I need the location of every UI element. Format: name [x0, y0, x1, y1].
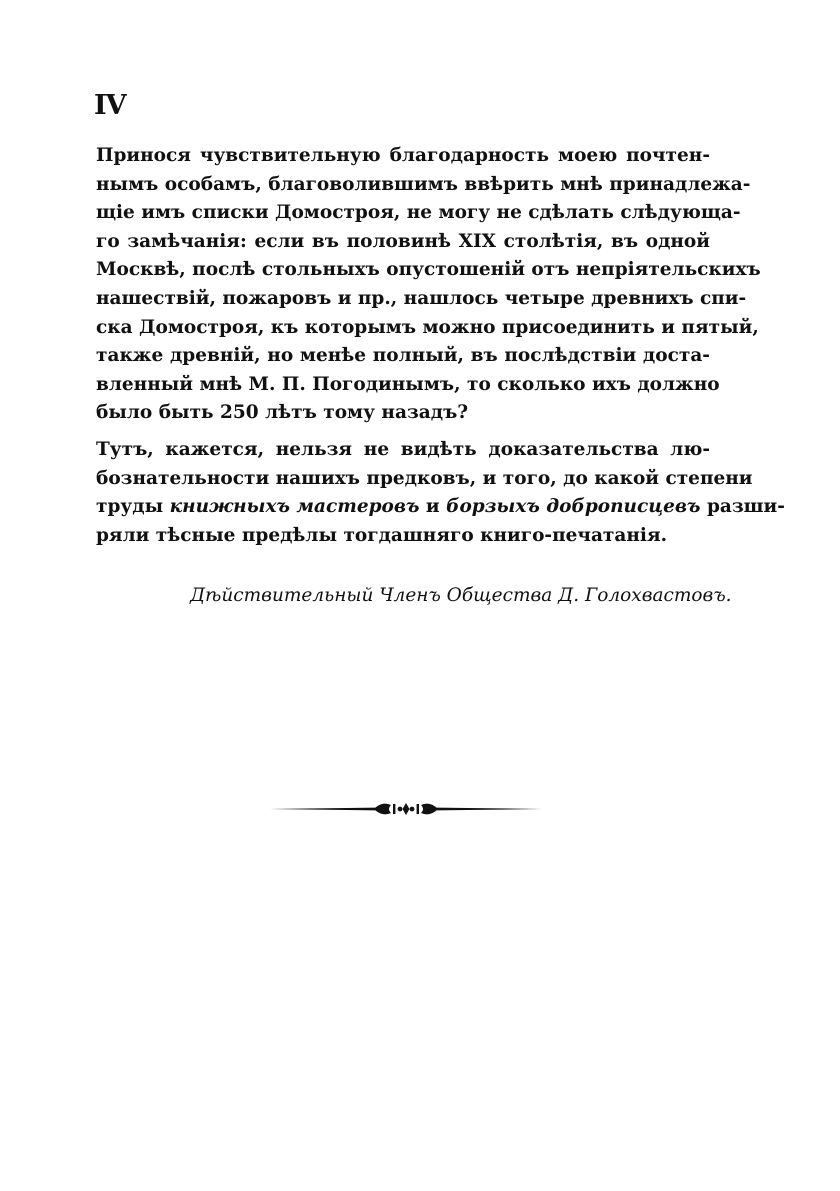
text-line-with-italics: [96, 493, 785, 522]
text-line: Принося чувствительную благодарность моею почтен-: [96, 145, 710, 166]
text-line: нымъ особамъ, благоволившимъ ввѣрить мнѣ принадлежа-: [96, 173, 751, 195]
text-line: го замѣчанія: если въ половинѣ XIX столѣтія, въ одной: [96, 230, 710, 252]
text-line: было быть 250 лѣтъ тому назадъ?: [96, 402, 469, 424]
italic-phrase-scribes: борзыхъ доброписцевъ: [446, 496, 701, 518]
signature: Дѣйствительный Членъ Общества Д. Голохвастовъ.: [190, 585, 732, 606]
text-line: бознательности нашихъ предковъ, и того, до какой степени: [96, 467, 753, 489]
text-line: нашествій, пожаровъ и пр., нашлось четыре древнихъ спи-: [96, 287, 747, 309]
text-line: также древній, но менѣе полный, въ послѣдствіи доста-: [96, 345, 710, 367]
text-line: ска Домостроя, къ которымъ можно присоединить и пятый,: [96, 316, 759, 338]
text-line: Москвѣ, послѣ стольныхъ опустошеній отъ непріятельскихъ: [96, 259, 761, 281]
paragraph-acknowledgement: [96, 142, 761, 428]
text-run: и: [419, 496, 447, 518]
italic-phrase-book-masters: книжныхъ мастеровъ: [169, 496, 420, 518]
text-line: Тутъ, кажется, нельзя не видѣть доказательства лю-: [96, 439, 710, 460]
text-run: труды: [96, 496, 170, 518]
text-line: ряли тѣсные предѣлы тогдашняго книго-печатанія.: [96, 524, 668, 546]
text-run: разши-: [700, 496, 785, 518]
text-line: вленный мнѣ М. П. Погодинымъ, то сколько ихъ должно: [96, 373, 720, 395]
paragraph-conclusion: [96, 436, 785, 550]
text-line: щіе имъ списки Домостроя, не могу не сдѣлать слѣдующа-: [96, 202, 741, 224]
ornament-divider-icon: [270, 798, 542, 820]
page-number: IV: [94, 90, 126, 121]
